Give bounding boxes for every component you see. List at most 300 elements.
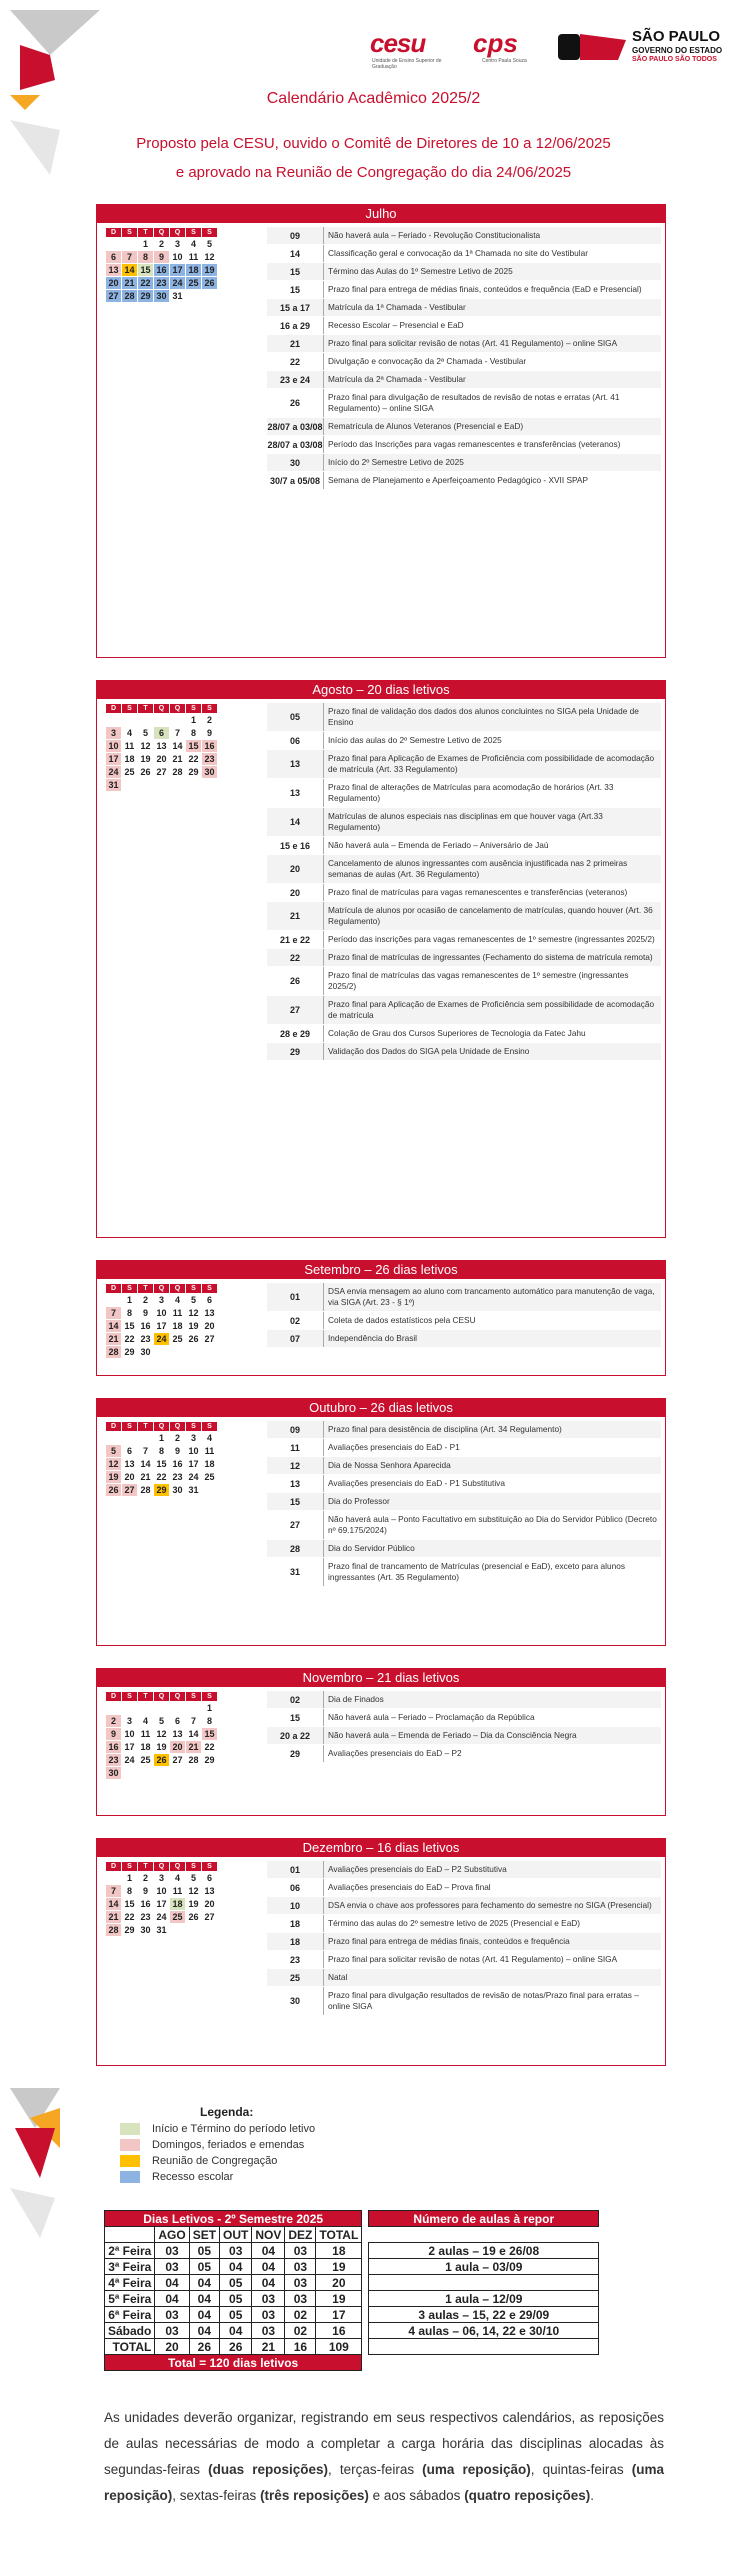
- event-list: [267, 1691, 661, 1763]
- weekday-header: S: [122, 1422, 138, 1432]
- summary-replacement: 1 aula – 03/09: [369, 2259, 599, 2275]
- calendar-day: [186, 779, 202, 792]
- summary-row-label: 6ª Feira: [105, 2307, 155, 2323]
- calendar-day: 27: [202, 1911, 218, 1924]
- calendar-day: 17: [186, 1458, 202, 1471]
- calendar-day: 14: [186, 1728, 202, 1741]
- calendar-day: 20: [122, 1471, 138, 1484]
- event-text: Matrícula da 1ª Chamada - Vestibular: [323, 299, 661, 316]
- summary-replacement: [369, 2275, 599, 2291]
- event-date: 31: [289, 1567, 300, 1577]
- calendar-day: 21: [170, 753, 186, 766]
- event-text: Recesso Escolar – Presencial e EaD: [323, 317, 661, 334]
- summary-replacement: 2 aulas – 19 e 26/08: [369, 2243, 599, 2259]
- calendar-day: 29: [154, 1484, 170, 1497]
- calendar-day: 23: [138, 1333, 154, 1346]
- event-date: 13: [289, 1478, 300, 1489]
- calendar-day: 21: [106, 1911, 122, 1924]
- legend-item: [120, 2137, 315, 2153]
- legend-item: [120, 2121, 315, 2137]
- event-text: Prazo final de matrículas de ingressantes (Fechamento do sistema de matrícula remota): [323, 949, 661, 966]
- calendar-day: [106, 1432, 122, 1445]
- calendar-day: 15: [122, 1320, 138, 1333]
- weekday-header: Q: [154, 228, 170, 238]
- legend-item: [120, 2169, 315, 2185]
- event-text: DSA envia mensagem ao aluno com trancamento automático para manutenção de vaga, via SIGA (Art. 23 - § 1º): [323, 1283, 661, 1311]
- event-row: [267, 1951, 661, 1969]
- month-title: Novembro – 21 dias letivos: [97, 1669, 665, 1687]
- summary-cell: 03: [285, 2259, 316, 2275]
- calendar-day: 7: [138, 1445, 154, 1458]
- summary-gap: [362, 2307, 369, 2323]
- calendar-day: 11: [202, 1445, 218, 1458]
- calendar-day: [106, 1872, 122, 1885]
- event-text: Não haverá aula – Emenda de Feriado – Dia da Consciência Negra: [323, 1727, 661, 1744]
- sp-map-icon: [558, 30, 628, 64]
- event-row: [267, 779, 661, 808]
- calendar-day: 1: [186, 714, 202, 727]
- event-text: Prazo final para solicitar revisão de notas (Art. 41 Regulamento) – online SIGA: [323, 1951, 661, 1968]
- calendar-day: 14: [122, 264, 138, 277]
- event-text: Dia de Finados: [323, 1691, 661, 1708]
- calendar-day: 1: [122, 1294, 138, 1307]
- calendar-day: 3: [154, 1294, 170, 1307]
- summary-cell: 03: [155, 2323, 189, 2339]
- event-date: 29: [289, 1046, 300, 1057]
- cps-logo-sub: Centro Paula Souza: [482, 58, 527, 64]
- calendar-day: 25: [170, 1911, 186, 1924]
- calendar-day: [202, 779, 218, 792]
- event-text: Prazo final para Aplicação de Exames de Proficiência sem possibilidade de acomodação de matrícula: [323, 996, 661, 1024]
- legend-item: [120, 2153, 315, 2169]
- calendar-day: 25: [122, 766, 138, 779]
- event-text: Matrícula de alunos por ocasião de cancelamento de matrículas, quando houver (Art. 36 Regulamento): [323, 902, 661, 930]
- mini-calendar: [105, 1421, 218, 1497]
- event-row: [267, 1861, 661, 1879]
- calendar-day: [154, 1767, 170, 1780]
- calendar-day: 16: [138, 1898, 154, 1911]
- event-text: Avaliações presenciais do EaD - P1 Substitutiva: [323, 1475, 661, 1492]
- weekday-header: T: [138, 1692, 154, 1702]
- event-date: 18: [289, 1936, 300, 1947]
- sp-title: SÃO PAULO: [632, 28, 721, 45]
- calendar-day: 8: [202, 1715, 218, 1728]
- summary-cell: 03: [252, 2307, 285, 2323]
- calendar-day: 14: [106, 1320, 122, 1333]
- cesu-logo-sub: Unidade de Ensino Superior de Graduação: [372, 58, 442, 70]
- event-text: Rematrícula de Alunos Veteranos (Presencial e EaD): [323, 418, 661, 435]
- calendar-day: 27: [202, 1333, 218, 1346]
- weekday-header: T: [138, 1862, 154, 1872]
- weekday-header: Q: [170, 704, 186, 714]
- calendar-day: [154, 1346, 170, 1359]
- calendar-day: 7: [106, 1307, 122, 1320]
- decorative-triangles-lower: [0, 2088, 110, 2248]
- event-row: [267, 732, 661, 750]
- calendar-day: 19: [186, 1898, 202, 1911]
- weekday-header: S: [202, 228, 218, 238]
- summary-cell: 03: [155, 2259, 189, 2275]
- event-date: 23: [289, 1954, 300, 1965]
- calendar-day: 6: [154, 727, 170, 740]
- weekday-header: S: [202, 704, 218, 714]
- event-list: [267, 1283, 661, 1348]
- event-row: [267, 371, 661, 389]
- event-row: [267, 335, 661, 353]
- calendar-day: 4: [170, 1294, 186, 1307]
- event-row: [267, 996, 661, 1025]
- logos: [370, 28, 740, 68]
- weekday-header: S: [202, 1692, 218, 1702]
- weekday-header: S: [122, 704, 138, 714]
- calendar-day: 11: [170, 1885, 186, 1898]
- weekday-header: D: [106, 704, 122, 714]
- event-date: 29: [289, 1748, 300, 1759]
- calendar-day: 16: [170, 1458, 186, 1471]
- calendar-day: [154, 714, 170, 727]
- summary-col-header: TOTAL: [316, 2227, 362, 2243]
- calendar-day: 7: [122, 251, 138, 264]
- calendar-day: [138, 1432, 154, 1445]
- event-date: 15: [289, 1712, 300, 1723]
- calendar-day: 20: [170, 1741, 186, 1754]
- calendar-day: 30: [154, 290, 170, 303]
- calendar-day: 29: [122, 1346, 138, 1359]
- event-row: [267, 1709, 661, 1727]
- calendar-day: 19: [138, 753, 154, 766]
- calendar-day: 18: [202, 1458, 218, 1471]
- calendar-day: [154, 779, 170, 792]
- calendar-day: 19: [202, 264, 218, 277]
- calendar-day: [106, 1294, 122, 1307]
- event-date: 22: [289, 356, 300, 367]
- event-text: Prazo final para desistência de disciplina (Art. 34 Regulamento): [323, 1421, 661, 1438]
- calendar-day: 12: [106, 1458, 122, 1471]
- calendar-day: 18: [186, 264, 202, 277]
- event-row: [267, 1691, 661, 1709]
- event-date: 20 a 22: [279, 1730, 311, 1741]
- calendar-day: 29: [202, 1754, 218, 1767]
- calendar-day: 1: [122, 1872, 138, 1885]
- legend-label: Reunião de Congregação: [152, 2155, 278, 2167]
- calendar-day: 19: [186, 1320, 202, 1333]
- calendar-day: 16: [154, 264, 170, 277]
- weekday-header: S: [122, 1692, 138, 1702]
- summary-cell: 04: [155, 2291, 189, 2307]
- calendar-day: 8: [154, 1445, 170, 1458]
- summary-col-header: SET: [189, 2227, 219, 2243]
- legend: [120, 2105, 315, 2185]
- calendar-day: [202, 1346, 218, 1359]
- month-section: [96, 1398, 666, 1646]
- event-text: DSA envia o chave aos professores para fechamento do semestre no SIGA (Presencial): [323, 1897, 661, 1914]
- event-text: Prazo final para entrega de médias finais, conteúdos e frequência (EaD e Presencial): [323, 281, 661, 298]
- event-date: 21 e 22: [279, 934, 311, 945]
- calendar-day: 23: [154, 277, 170, 290]
- event-date: 02: [289, 1694, 300, 1705]
- month-section: [96, 1668, 666, 1816]
- event-row: [267, 227, 661, 245]
- summary-cell: 109: [316, 2339, 362, 2355]
- calendar-day: 3: [106, 727, 122, 740]
- calendar-day: [170, 1924, 186, 1937]
- event-row: [267, 1439, 661, 1457]
- summary-cell: 04: [189, 2323, 219, 2339]
- calendar-day: 19: [106, 1471, 122, 1484]
- calendar-day: 15: [154, 1458, 170, 1471]
- event-date: 13: [289, 788, 300, 798]
- weekday-header: S: [202, 1284, 218, 1294]
- calendar-day: 22: [186, 753, 202, 766]
- calendar-day: 3: [170, 238, 186, 251]
- calendar-day: [122, 779, 138, 792]
- calendar-day: 23: [170, 1471, 186, 1484]
- event-date: 12: [289, 1460, 300, 1471]
- calendar-day: 10: [170, 251, 186, 264]
- weekday-header: S: [202, 1862, 218, 1872]
- calendar-day: 30: [202, 766, 218, 779]
- summary-cell: 03: [155, 2307, 189, 2323]
- calendar-day: 14: [106, 1898, 122, 1911]
- calendar-day: 6: [122, 1445, 138, 1458]
- event-date: 14: [289, 248, 300, 259]
- calendar-day: 9: [154, 251, 170, 264]
- calendar-day: [122, 1767, 138, 1780]
- event-row: [267, 1421, 661, 1439]
- summary-cell: 05: [220, 2291, 252, 2307]
- calendar-day: 28: [170, 766, 186, 779]
- sp-line2: SÃO PAULO SÃO TODOS: [632, 56, 717, 63]
- event-date: 30: [289, 457, 300, 468]
- event-row: [267, 1330, 661, 1348]
- summary-col-header: DEZ: [285, 2227, 316, 2243]
- summary-gap: [362, 2259, 369, 2275]
- event-row: [267, 884, 661, 902]
- calendar-day: 10: [186, 1445, 202, 1458]
- calendar-day: 2: [202, 714, 218, 727]
- summary-cell: 04: [252, 2243, 285, 2259]
- month-title: Agosto – 20 dias letivos: [97, 681, 665, 699]
- event-row: [267, 1493, 661, 1511]
- summary-replacement: [369, 2339, 599, 2355]
- weekday-header: T: [138, 1284, 154, 1294]
- calendar-day: 18: [122, 753, 138, 766]
- event-date: 28/07 a 03/08: [267, 421, 323, 432]
- event-row: [267, 1745, 661, 1763]
- event-date: 28 e 29: [279, 1028, 311, 1039]
- calendar-day: 2: [154, 238, 170, 251]
- summary-row-label: 5ª Feira: [105, 2291, 155, 2307]
- cesu-logo: cesu: [370, 28, 426, 58]
- weekday-header: Q: [154, 1422, 170, 1432]
- summary-cell: 04: [252, 2259, 285, 2275]
- calendar-day: 6: [202, 1872, 218, 1885]
- summary-cell: 17: [316, 2307, 362, 2323]
- event-text: Prazo final de matrículas das vagas remanescentes de 1º semestre (ingressantes 2025/2): [323, 967, 661, 995]
- calendar-day: 4: [122, 727, 138, 740]
- summary-cell: 18: [316, 2243, 362, 2259]
- summary-cell: 26: [189, 2339, 219, 2355]
- calendar-day: [186, 1346, 202, 1359]
- event-row: [267, 1457, 661, 1475]
- legend-swatch: [120, 2171, 140, 2183]
- calendar-day: 15: [186, 740, 202, 753]
- summary-cell: 26: [220, 2339, 252, 2355]
- event-row: [267, 263, 661, 281]
- calendar-day: 26: [202, 277, 218, 290]
- weekday-header: Q: [170, 1284, 186, 1294]
- summary-cell: 05: [189, 2259, 219, 2275]
- event-row: [267, 703, 661, 732]
- calendar-day: 9: [138, 1885, 154, 1898]
- calendar-day: 26: [186, 1333, 202, 1346]
- event-date: 30: [289, 1996, 300, 2006]
- calendar-day: 8: [186, 727, 202, 740]
- calendar-day: [186, 1702, 202, 1715]
- summary-gap: [362, 2291, 369, 2307]
- event-date: 28/07 a 03/08: [267, 439, 323, 450]
- event-date: 18: [289, 1918, 300, 1929]
- event-date: 27: [289, 1520, 300, 1530]
- calendar-day: 2: [170, 1432, 186, 1445]
- calendar-day: 2: [138, 1872, 154, 1885]
- event-text: Período das inscrições para vagas remanescentes de 1º semestre (ingressantes 2025/2): [323, 931, 661, 948]
- weekday-header: S: [186, 1422, 202, 1432]
- calendar-day: 6: [202, 1294, 218, 1307]
- calendar-day: 26: [154, 1754, 170, 1767]
- calendar-day: [202, 1767, 218, 1780]
- summary-replacement: 3 aulas – 15, 22 e 29/09: [369, 2307, 599, 2323]
- month-title: Outubro – 26 dias letivos: [97, 1399, 665, 1417]
- calendar-day: 28: [106, 1924, 122, 1937]
- event-text: Prazo final de matrículas para vagas remanescentes e transferências (veteranos): [323, 884, 661, 901]
- event-row: [267, 931, 661, 949]
- weekday-header: Q: [154, 704, 170, 714]
- calendar-day: [122, 238, 138, 251]
- calendar-day: 4: [170, 1872, 186, 1885]
- event-text: Cancelamento de alunos ingressantes com ausência injustificada nas 2 primeiras semanas de aulas (Art. 36 Regulamento): [323, 855, 661, 883]
- legend-label: Recesso escolar: [152, 2171, 234, 2183]
- summary-title: Dias Letivos - 2º Semestre 2025: [105, 2211, 362, 2227]
- summary-cell: 04: [252, 2275, 285, 2291]
- summary-row-label: 2ª Feira: [105, 2243, 155, 2259]
- weekday-header: S: [186, 1692, 202, 1702]
- calendar-day: 10: [154, 1885, 170, 1898]
- calendar-day: 7: [106, 1885, 122, 1898]
- event-row: [267, 949, 661, 967]
- calendar-day: 2: [106, 1715, 122, 1728]
- summary-table: [104, 2210, 599, 2371]
- calendar-day: 25: [202, 1471, 218, 1484]
- calendar-day: 21: [106, 1333, 122, 1346]
- event-row: [267, 1475, 661, 1493]
- calendar-day: [186, 1767, 202, 1780]
- summary-row-label: 3ª Feira: [105, 2259, 155, 2275]
- summary-cell: 04: [189, 2307, 219, 2323]
- summary-cell: 02: [285, 2307, 316, 2323]
- calendar-day: 24: [170, 277, 186, 290]
- event-row: [267, 454, 661, 472]
- calendar-day: 3: [154, 1872, 170, 1885]
- sp-government-logo: [558, 28, 738, 68]
- calendar-day: 1: [154, 1432, 170, 1445]
- summary-cell: 05: [220, 2307, 252, 2323]
- event-row: [267, 353, 661, 371]
- weekday-header: D: [106, 1862, 122, 1872]
- event-date: 23 e 24: [279, 374, 311, 385]
- legend-swatch: [120, 2139, 140, 2151]
- calendar-day: 18: [138, 1741, 154, 1754]
- event-row: [267, 317, 661, 335]
- event-list: [267, 703, 661, 1061]
- event-date: 06: [289, 1882, 300, 1893]
- event-text: Avaliações presenciais do EaD – P2 Substitutiva: [323, 1861, 661, 1878]
- summary-corner: [105, 2227, 155, 2243]
- calendar-day: 24: [122, 1754, 138, 1767]
- summary-cell: 05: [189, 2243, 219, 2259]
- summary-row-label: TOTAL: [105, 2339, 155, 2355]
- calendar-day: 27: [154, 766, 170, 779]
- summary-cell: 04: [155, 2275, 189, 2291]
- event-row: [267, 472, 661, 490]
- calendar-day: 8: [138, 251, 154, 264]
- weekday-header: D: [106, 228, 122, 238]
- summary-row-label: 4ª Feira: [105, 2275, 155, 2291]
- calendar-day: 19: [154, 1741, 170, 1754]
- calendar-day: 9: [138, 1307, 154, 1320]
- event-date: 26: [289, 976, 300, 986]
- event-row: [267, 902, 661, 931]
- calendar-day: 30: [138, 1924, 154, 1937]
- calendar-day: [138, 1767, 154, 1780]
- event-row: [267, 837, 661, 855]
- calendar-day: [106, 1702, 122, 1715]
- event-text: Término das aulas do 2º semestre letivo de 2025 (Presencial e EaD): [323, 1915, 661, 1932]
- summary-col-header: AGO: [155, 2227, 189, 2243]
- event-text: Natal: [323, 1969, 661, 1986]
- weekday-header: T: [138, 704, 154, 714]
- event-text: Não haverá aula – Feriado – Proclamação da República: [323, 1709, 661, 1726]
- event-text: Validação dos Dados do SIGA pela Unidade de Ensino: [323, 1043, 661, 1060]
- calendar-day: 28: [186, 1754, 202, 1767]
- event-row: [267, 1915, 661, 1933]
- calendar-day: 7: [170, 727, 186, 740]
- event-date: 10: [289, 1900, 300, 1911]
- weekday-header: S: [202, 1422, 218, 1432]
- calendar-day: 15: [202, 1728, 218, 1741]
- summary-gap: [362, 2323, 369, 2339]
- calendar-day: 8: [122, 1885, 138, 1898]
- month-section: [96, 680, 666, 1238]
- calendar-day: 17: [106, 753, 122, 766]
- calendar-day: [154, 1702, 170, 1715]
- summary-cell: 19: [316, 2291, 362, 2307]
- calendar-day: 17: [122, 1741, 138, 1754]
- calendar-day: 16: [202, 740, 218, 753]
- event-date: 01: [289, 1864, 300, 1875]
- event-date: 26: [289, 398, 300, 408]
- weekday-header: T: [138, 1422, 154, 1432]
- mini-calendar: [105, 1283, 218, 1359]
- calendar-day: 9: [106, 1728, 122, 1741]
- mini-calendar: [105, 1861, 218, 1937]
- summary-cell: 03: [155, 2243, 189, 2259]
- calendar-day: 29: [186, 766, 202, 779]
- calendar-day: 13: [106, 264, 122, 277]
- calendar-day: 29: [122, 1924, 138, 1937]
- event-text: Matrículas de alunos especiais nas disciplinas em que houver vaga (Art.33 Regulamento): [323, 808, 661, 836]
- calendar-day: 24: [154, 1911, 170, 1924]
